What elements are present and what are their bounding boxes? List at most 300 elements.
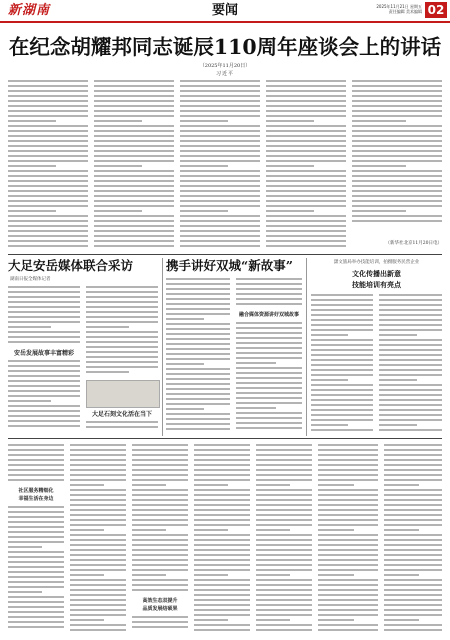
text-line [384, 539, 442, 541]
text-line [236, 362, 276, 364]
text-line [166, 358, 230, 360]
text-line [194, 514, 250, 516]
text-line [379, 429, 442, 431]
text-line [70, 504, 126, 506]
text-line [166, 283, 230, 285]
text-line [379, 319, 442, 321]
text-line [8, 360, 80, 362]
text-line [70, 474, 126, 476]
text-line [8, 140, 88, 142]
text-line [256, 614, 312, 616]
text-line [180, 240, 260, 242]
text-line [86, 311, 158, 313]
text-line [318, 454, 378, 456]
text-line [236, 283, 302, 285]
text-line [8, 210, 56, 212]
newspaper-logo: 新湖南 [8, 3, 51, 18]
left-story-col-1 [8, 286, 80, 346]
text-line [8, 230, 88, 232]
text-line [194, 494, 250, 496]
text-line [8, 225, 88, 227]
text-line [379, 369, 442, 371]
text-line [384, 449, 442, 451]
text-line [8, 245, 88, 247]
bottom-col-7 [384, 444, 442, 634]
text-line [266, 235, 346, 237]
text-line [194, 474, 250, 476]
text-line [166, 348, 230, 350]
text-line [132, 574, 166, 576]
text-line [266, 120, 314, 122]
text-line [8, 341, 80, 343]
text-line [256, 579, 312, 581]
text-line [194, 519, 250, 521]
middle-bottom-divider [8, 438, 442, 439]
text-line [8, 296, 80, 298]
text-line [132, 464, 188, 466]
text-line [318, 534, 378, 536]
text-line [379, 379, 417, 381]
text-line [194, 459, 250, 461]
text-line [86, 331, 158, 333]
text-line [384, 574, 419, 576]
lead-bottom-divider [8, 254, 442, 255]
right-headline-2: 技能培训有亮点 [352, 280, 401, 289]
text-line [94, 185, 174, 187]
text-line [8, 286, 80, 288]
text-line [256, 479, 312, 481]
text-line [8, 160, 88, 162]
text-line [236, 347, 302, 349]
text-line [194, 524, 250, 526]
text-line [352, 130, 442, 132]
text-line [70, 629, 126, 631]
text-line [8, 155, 88, 157]
text-line [94, 240, 174, 242]
text-line [8, 581, 64, 583]
text-line [384, 584, 442, 586]
text-line [384, 599, 442, 601]
text-line [8, 474, 64, 476]
text-line [236, 402, 302, 404]
text-line [8, 444, 64, 446]
text-line [352, 210, 406, 212]
text-line [70, 549, 126, 551]
text-line [318, 584, 378, 586]
text-line [384, 589, 442, 591]
news-photo [86, 380, 160, 408]
text-line [132, 554, 188, 556]
text-line [86, 296, 158, 298]
text-line [266, 180, 346, 182]
text-line [132, 509, 188, 511]
text-line [384, 479, 442, 481]
text-line [94, 120, 142, 122]
text-line [352, 85, 442, 87]
text-line [166, 403, 230, 405]
text-line [8, 469, 64, 471]
text-line [236, 327, 302, 329]
text-line [180, 90, 260, 92]
text-line [166, 398, 230, 400]
text-line [194, 479, 250, 481]
text-line [352, 105, 442, 107]
lead-article-author: 习近平 [215, 71, 234, 77]
text-line [311, 294, 373, 296]
text-line [70, 584, 126, 586]
text-line [311, 399, 373, 401]
text-line [384, 534, 442, 536]
text-line [8, 596, 64, 598]
text-line [70, 569, 126, 571]
text-line [379, 364, 442, 366]
text-line [8, 611, 64, 613]
text-line [318, 484, 354, 486]
text-line [8, 95, 88, 97]
text-line [8, 110, 88, 112]
text-line [384, 559, 442, 561]
middle-divider-1 [162, 258, 163, 436]
text-line [236, 417, 302, 419]
text-line [318, 619, 354, 621]
text-line [256, 499, 312, 501]
text-line [166, 288, 230, 290]
text-line [352, 165, 406, 167]
text-line [166, 413, 230, 415]
text-line [379, 349, 442, 351]
text-line [318, 614, 378, 616]
text-line [70, 529, 104, 531]
text-line [180, 195, 260, 197]
text-line [86, 366, 158, 368]
text-line [318, 554, 378, 556]
text-line [384, 614, 442, 616]
text-line [266, 145, 346, 147]
text-line [8, 459, 64, 461]
text-line [70, 599, 126, 601]
text-line [70, 614, 126, 616]
center-headline: 携手讲好双城“新故事” [166, 258, 293, 273]
text-line [318, 579, 378, 581]
text-line [311, 339, 373, 341]
text-line [8, 215, 88, 217]
text-line [180, 245, 260, 247]
text-line [379, 339, 442, 341]
text-line [180, 220, 260, 222]
text-line [236, 337, 302, 339]
text-line [70, 609, 126, 611]
text-line [256, 599, 312, 601]
text-line [256, 519, 312, 521]
lead-article-date: （2025年11月20日） [199, 63, 251, 69]
text-line [70, 619, 104, 621]
text-line [384, 594, 442, 596]
lead-article-source: （新华社北京11月20日电） [385, 241, 442, 246]
text-line [194, 509, 250, 511]
text-line [379, 404, 442, 406]
text-line [180, 85, 260, 87]
text-line [194, 604, 250, 606]
text-line [166, 373, 230, 375]
text-line [236, 322, 302, 324]
text-line [94, 90, 174, 92]
text-line [266, 135, 346, 137]
text-line [132, 454, 188, 456]
text-line [256, 509, 312, 511]
text-line [318, 544, 378, 546]
text-line [379, 389, 442, 391]
text-line [86, 286, 158, 288]
text-line [194, 564, 250, 566]
text-line [8, 541, 64, 543]
text-line [94, 135, 174, 137]
text-line [311, 394, 373, 396]
left-story-col-1b [8, 360, 80, 434]
text-line [8, 621, 64, 623]
text-line [132, 616, 188, 618]
text-line [166, 343, 230, 345]
text-line [166, 363, 204, 365]
right-story-col-1 [311, 294, 373, 434]
middle-divider-2 [306, 258, 307, 436]
text-line [311, 369, 373, 371]
text-line [318, 604, 378, 606]
text-line [236, 382, 302, 384]
text-line [256, 619, 290, 621]
text-line [352, 200, 442, 202]
text-line [379, 314, 442, 316]
text-line [384, 494, 442, 496]
text-line [166, 328, 230, 330]
text-line [194, 594, 250, 596]
text-line [8, 390, 80, 392]
text-line [8, 420, 80, 422]
text-line [236, 367, 302, 369]
text-line [379, 334, 417, 336]
text-line [8, 531, 64, 533]
text-line [194, 629, 250, 631]
text-line [8, 180, 88, 182]
bottom-col-6 [318, 444, 378, 634]
text-line [256, 524, 312, 526]
text-line [384, 564, 442, 566]
text-line [256, 574, 290, 576]
text-line [70, 524, 126, 526]
text-line [180, 230, 260, 232]
text-line [166, 298, 230, 300]
text-line [70, 559, 126, 561]
text-line [94, 210, 142, 212]
left-subhead-1: 安岳发展故事丰富精彩 [13, 350, 74, 357]
text-line [8, 561, 64, 563]
text-line [256, 544, 312, 546]
text-line [94, 235, 174, 237]
text-line [166, 408, 204, 410]
text-line [318, 494, 378, 496]
text-line [8, 425, 80, 427]
text-line [236, 372, 302, 374]
bottom-col-5 [256, 444, 312, 634]
text-line [384, 579, 442, 581]
text-line [70, 499, 126, 501]
text-line [70, 514, 126, 516]
text-line [70, 444, 126, 446]
text-line [166, 308, 230, 310]
text-line [379, 394, 442, 396]
bottom-subhead-2a: 高效生态双提升 [142, 598, 178, 604]
text-line [94, 180, 174, 182]
text-line [318, 489, 378, 491]
text-line [86, 421, 158, 423]
text-line [132, 444, 188, 446]
masthead-rule [0, 21, 450, 23]
bottom-subhead-2b: 品质发展结硕果 [142, 606, 178, 612]
text-line [318, 469, 378, 471]
text-line [311, 309, 373, 311]
text-line [318, 529, 354, 531]
text-line [266, 80, 346, 82]
text-line [70, 469, 126, 471]
text-line [256, 464, 312, 466]
text-line [194, 584, 250, 586]
text-line [180, 115, 260, 117]
text-line [379, 409, 442, 411]
text-line [70, 624, 126, 626]
text-line [352, 140, 442, 142]
text-line [70, 594, 126, 596]
text-line [194, 599, 250, 601]
left-subhead-2: 大足石刻文化活在当下 [91, 411, 152, 418]
text-line [352, 110, 442, 112]
text-line [384, 529, 419, 531]
text-line [384, 569, 442, 571]
text-line [94, 170, 174, 172]
text-line [256, 584, 312, 586]
text-line [384, 509, 442, 511]
text-line [379, 384, 442, 386]
text-line [8, 170, 88, 172]
text-line [70, 579, 126, 581]
text-line [318, 539, 378, 541]
text-line [8, 536, 64, 538]
text-line [194, 499, 250, 501]
text-line [166, 313, 230, 315]
text-line [384, 629, 442, 631]
issue-date-info [352, 4, 422, 18]
text-line [194, 589, 250, 591]
text-line [256, 454, 312, 456]
lead-text-col-1 [8, 80, 88, 250]
text-line [379, 344, 442, 346]
text-line [180, 170, 260, 172]
text-line [8, 479, 64, 481]
text-line [166, 383, 230, 385]
text-line [266, 215, 346, 217]
text-line [352, 160, 442, 162]
text-line [256, 484, 290, 486]
text-line [94, 115, 174, 117]
text-line [266, 200, 346, 202]
text-line [236, 357, 302, 359]
text-line [8, 365, 80, 367]
text-line [266, 195, 346, 197]
text-line [266, 95, 346, 97]
text-line [8, 385, 80, 387]
text-line [352, 115, 442, 117]
text-line [70, 454, 126, 456]
text-line [94, 195, 174, 197]
text-line [180, 145, 260, 147]
text-line [266, 210, 314, 212]
text-line [70, 604, 126, 606]
text-line [266, 240, 346, 242]
text-line [194, 469, 250, 471]
lead-text-col-2 [94, 80, 174, 250]
text-line [318, 524, 378, 526]
text-line [180, 95, 260, 97]
text-line [311, 389, 373, 391]
text-line [311, 424, 348, 426]
text-line [266, 105, 346, 107]
text-line [266, 185, 346, 187]
text-line [180, 110, 260, 112]
text-line [166, 318, 204, 320]
text-line [70, 554, 126, 556]
text-line [311, 359, 373, 361]
text-line [318, 549, 378, 551]
text-line [86, 306, 158, 308]
text-line [379, 414, 442, 416]
text-line [311, 404, 373, 406]
bottom-col-1 [8, 444, 64, 484]
text-line [384, 519, 442, 521]
text-line [86, 321, 158, 323]
text-line [384, 464, 442, 466]
text-line [236, 352, 302, 354]
text-line [70, 539, 126, 541]
text-line [94, 110, 174, 112]
text-line [86, 316, 158, 318]
text-line [256, 554, 312, 556]
text-line [256, 469, 312, 471]
text-line [311, 374, 373, 376]
text-line [86, 336, 158, 338]
text-line [86, 351, 158, 353]
text-line [318, 509, 378, 511]
text-line [86, 341, 158, 343]
text-line [318, 449, 378, 451]
text-line [384, 469, 442, 471]
text-line [94, 215, 174, 217]
text-line [194, 574, 228, 576]
text-line [70, 534, 126, 536]
text-line [180, 165, 228, 167]
text-line [8, 506, 64, 508]
text-line [256, 534, 312, 536]
text-line [256, 629, 312, 631]
text-line [236, 278, 302, 280]
text-line [194, 444, 250, 446]
text-line [94, 160, 174, 162]
text-line [194, 614, 250, 616]
text-line [94, 175, 174, 177]
text-line [352, 190, 442, 192]
text-line [384, 524, 442, 526]
text-line [352, 175, 442, 177]
text-line [8, 556, 64, 558]
bottom-subhead-1b: 幸福生活在身边 [18, 496, 54, 502]
text-line [8, 321, 80, 323]
